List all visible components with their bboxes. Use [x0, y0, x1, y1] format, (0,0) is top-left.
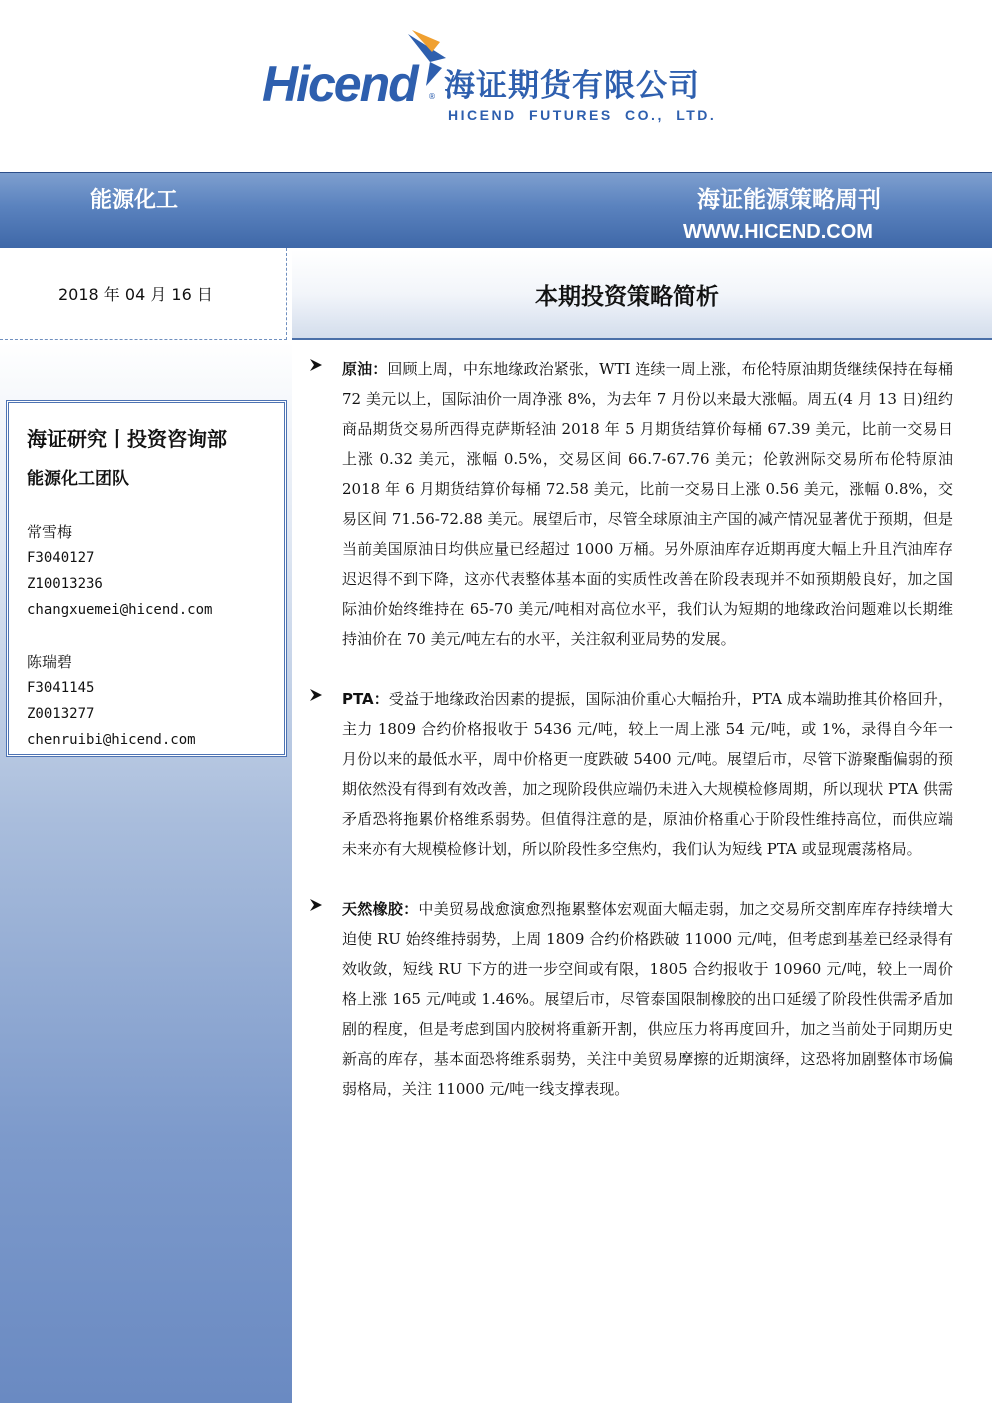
team-name: 能源化工团队: [27, 469, 129, 489]
analyst-email[interactable]: chenruibi@hicend.com: [27, 732, 196, 748]
report-date: 2018 年 04 月 16 日: [58, 285, 213, 304]
section-paragraph: [342, 894, 953, 1104]
website-link[interactable]: WWW.HICEND.COM: [683, 221, 873, 243]
analyst-info-box: [6, 400, 287, 757]
analyst-license-id: F3041145: [27, 680, 95, 696]
section-paragraph: [342, 684, 953, 864]
arrow-bullet-icon: [308, 357, 324, 373]
crude-oil-section: [308, 354, 953, 654]
analyst-advisor-id: Z0013277: [27, 706, 95, 722]
logo-brand-sub: HICEND FUTURES CO., LTD.: [448, 107, 717, 123]
registered-mark: ®: [428, 92, 436, 101]
section-body: 中美贸易战愈演愈烈拖累整体宏观面大幅走弱，加之交易所交割库库存持续增大迫使 RU 始终维持弱势，上周 1809 合约价格跌破 11000 元/吨，但考虑到基差已经录得有效收敛，短线 RU 下方的进一步空间或有限，1805 合约报收于 10960 元/吨，较上一周价格上涨 165 元/吨或 1.46%。展望后市，尽管泰国限制橡胶的出口延缓了阶段性供需矛盾加剧的程度，但是考虑到国内胶树将重新开割，供应压力将再度回升，加之当前处于同期历史新高的库存，基本面恐将维系弱势，关注中美贸易摩擦的近期演绎，这恐将加剧整体市场偏弱格局，关注 11000 元/吨一线支撑表现。: [342, 900, 953, 1098]
section-lead: 天然橡胶：: [342, 900, 419, 918]
section-title: 本期投资策略简析: [535, 284, 719, 310]
logo-wing-icon: [402, 28, 450, 88]
arrow-bullet-icon: [308, 897, 324, 913]
logo-brand-en: Hicend: [262, 56, 417, 112]
pta-section: [308, 684, 953, 864]
analyst-name: 陈瑞碧: [27, 653, 73, 671]
header-band: [0, 172, 992, 248]
section-body: 回顾上周，中东地缘政治紧张，WTI 连续一周上涨，布伦特原油期货继续保持在每桶 72 美元以上，国际油价一周净涨 8%，为去年 7 月份以来最大涨幅。周五(4 月 13 日)纽约商品期货交易所西得克萨斯轻油 2018 年 5 月期货结算价每桶 67.39 美元，比前一交易日上涨 0.32 美元，涨幅 0.5%，交易区间 66.7-67.76 美元；伦敦洲际交易所布伦特原油 2018 年 6 月期货结算价每桶 72.58 美元，比前一交易日上涨 0.56 美元，涨幅 0.8%，交易区间 71.56-72.88 美元。展望后市，尽管全球原油主产国的减产情况显著优于预期，但是当前美国原油日均供应量已经超过 1000 万桶。另外原油库存近期再度大幅上升且汽油库存迟迟得不到下降，这亦代表整体基本面的实质性改善在阶段表现并不如预期般良好，加之国际油价始终维持在 65-70 美元/吨相对高位水平，我们认为短期的地缘政治问题难以长期维持油价在 70 美元/吨左右的水平，关注叙利亚局势的发展。: [342, 360, 953, 648]
company-logo: [262, 28, 732, 128]
logo-brand-cn: 海证期货有限公司: [444, 68, 700, 104]
main-content: [308, 354, 953, 1134]
section-lead: PTA：: [342, 690, 389, 708]
section-body: 受益于地缘政治因素的提振，国际油价重心大幅抬升，PTA 成本端助推其价格回升，主力 1809 合约价格报收于 5436 元/吨，较上一周上涨 54 元/吨，或 1%，录得自今年一月份以来的最低水平，周中价格更一度跌破 5400 元/吨。展望后市，尽管下游聚酯偏弱的预期依然没有得到有效改善，加之现阶段供应端仍未进入大规模检修周期，所以现状 PTA 供需矛盾恐将拖累价格维系弱势。但值得注意的是，原油价格重心于阶段性维持高位，而供应端未来亦有大规模检修计划，所以阶段性多空焦灼，我们认为短线 PTA 或显现震荡格局。: [342, 690, 954, 858]
arrow-bullet-icon: [308, 687, 324, 703]
analyst-card: [27, 649, 196, 753]
section-lead: 原油：: [342, 360, 388, 378]
analyst-name: 常雪梅: [27, 523, 73, 541]
rubber-section: [308, 894, 953, 1104]
analyst-license-id: F3040127: [27, 550, 95, 566]
analyst-advisor-id: Z10013236: [27, 576, 103, 592]
publication-title: 海证能源策略周刊: [697, 187, 881, 213]
sector-label: 能源化工: [90, 188, 179, 213]
section-paragraph: [342, 354, 953, 654]
department-name: 海证研究丨投资咨询部: [27, 427, 227, 451]
analyst-card: [27, 519, 212, 623]
analyst-email[interactable]: changxuemei@hicend.com: [27, 602, 213, 618]
